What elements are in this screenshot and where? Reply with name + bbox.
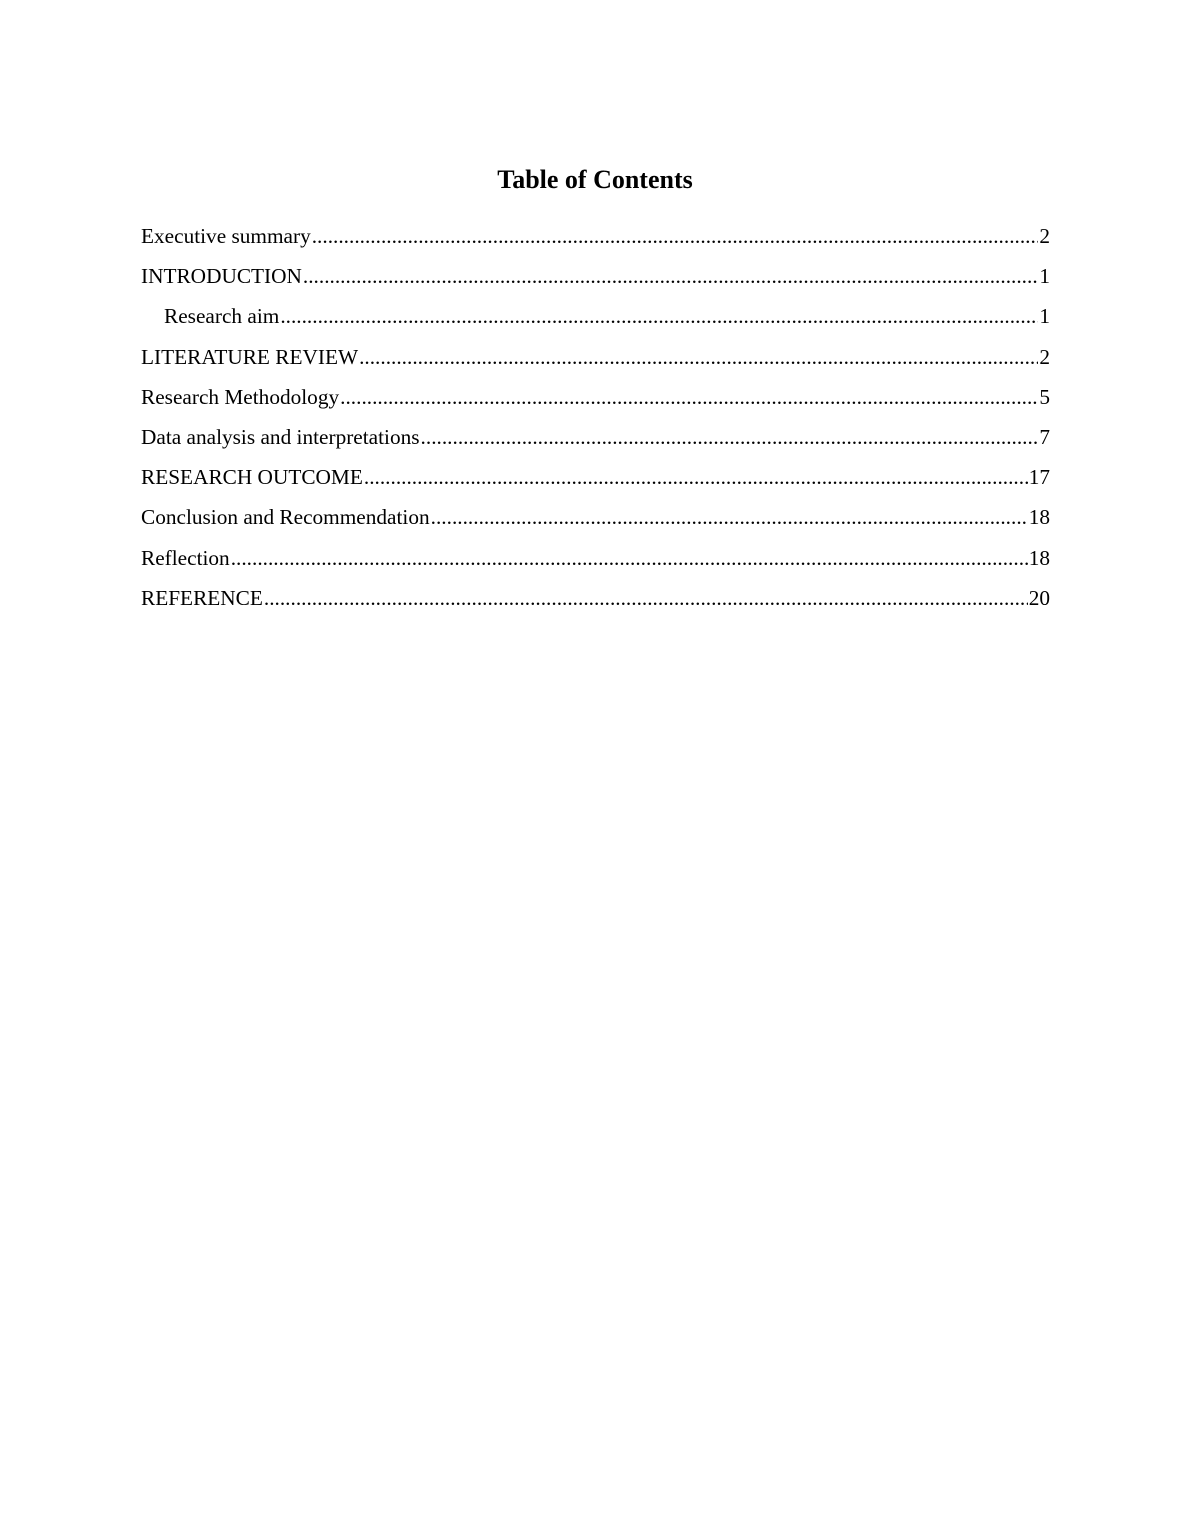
toc-entry-label: REFERENCE (141, 585, 263, 610)
toc-entry-page-number: 18 (1028, 505, 1050, 530)
toc-entry-page-number: 1 (1039, 264, 1050, 289)
toc-entry-label: RESEARCH OUTCOME (141, 465, 363, 490)
toc-entry-label: LITERATURE REVIEW (141, 344, 359, 369)
toc-entry-page-number: 17 (1028, 465, 1050, 490)
toc-entry-reference[interactable] (141, 580, 1050, 620)
toc-dot-leader (264, 580, 1028, 616)
toc-entry-conclusion[interactable] (141, 499, 1050, 539)
toc-entry-page-number: 1 (1039, 304, 1050, 329)
toc-entry-page-number: 7 (1039, 424, 1050, 449)
toc-list (141, 218, 1050, 620)
toc-entry-introduction[interactable] (141, 258, 1050, 298)
toc-dot-leader (421, 419, 1039, 455)
toc-dot-leader (280, 298, 1038, 334)
toc-dot-leader (303, 258, 1038, 294)
toc-dot-leader (312, 218, 1039, 254)
toc-entry-executive-summary[interactable] (141, 218, 1050, 258)
toc-entry-page-number: 5 (1039, 384, 1050, 409)
toc-entry-research-outcome[interactable] (141, 459, 1050, 499)
toc-entry-research-aim[interactable] (141, 298, 1050, 338)
toc-entry-label: Research aim (164, 304, 280, 329)
toc-entry-label: Research Methodology (141, 384, 340, 409)
toc-dot-leader (231, 540, 1028, 576)
toc-entry-literature-review[interactable] (141, 339, 1050, 379)
toc-dot-leader (359, 339, 1038, 375)
toc-title: Table of Contents (497, 165, 693, 194)
toc-entry-page-number: 2 (1039, 224, 1050, 248)
toc-entry-label: Conclusion and Recommendation (141, 505, 430, 530)
toc-entry-page-number: 2 (1039, 344, 1050, 369)
toc-entry-label: Executive summary (141, 224, 311, 248)
toc-entry-research-methodology[interactable] (141, 379, 1050, 419)
toc-dot-leader (340, 379, 1038, 415)
toc-entry-reflection[interactable] (141, 540, 1050, 580)
toc-entry-label: INTRODUCTION (141, 264, 302, 289)
toc-entry-label: Reflection (141, 545, 230, 570)
toc-entry-page-number: 18 (1028, 545, 1050, 570)
toc-dot-leader (431, 499, 1028, 535)
toc-dot-leader (364, 459, 1028, 495)
toc-entry-label: Data analysis and interpretations (141, 424, 420, 449)
toc-entry-page-number: 20 (1028, 585, 1050, 610)
toc-entry-data-analysis[interactable] (141, 419, 1050, 459)
